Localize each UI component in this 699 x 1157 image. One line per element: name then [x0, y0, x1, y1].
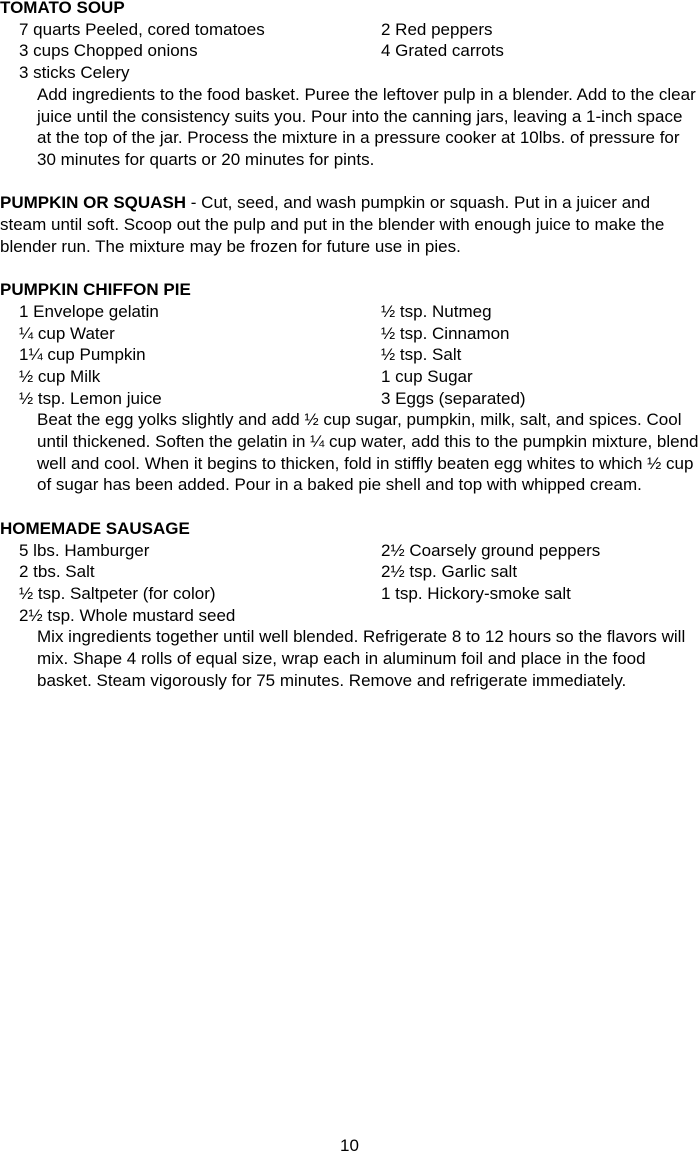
ingredient-row [0, 344, 699, 366]
ingredient: 2 Red peppers [381, 19, 493, 39]
ingredient: 3 sticks Celery [19, 63, 130, 83]
spacer [0, 496, 699, 518]
ingredient-row [0, 561, 699, 583]
recipe-homemade-sausage [0, 518, 699, 692]
ingredient: ½ tsp. Cinnamon [381, 323, 510, 343]
ingredient-row [0, 388, 699, 410]
recipe-directions: Beat the egg yolks slightly and add ½ cup sugar, pumpkin, milk, salt, and spices. Cool until thickened. Soften the gelatin in ¼ cup water, add this to the pumpkin mixture, blend well and cool. When it begins to thicken, fold in stiffly beaten egg whites to which ½ cup of sugar has been added. Pour in a baked pie shell and top with whipped cream. [37, 410, 699, 495]
ingredient-row [0, 301, 699, 323]
page-number: 10 [340, 1136, 359, 1155]
ingredient: 2½ tsp. Whole mustard seed [19, 605, 236, 625]
ingredient: 5 lbs. Hamburger [19, 540, 150, 560]
recipe-title: PUMPKIN CHIFFON PIE [0, 280, 191, 300]
ingredient: 1 tsp. Hickory-smoke salt [381, 583, 571, 603]
pumpkin-squash-paragraph [0, 192, 699, 257]
ingredient: ½ cup Milk [19, 366, 101, 386]
ingredient-row [0, 540, 699, 562]
ingredient [381, 62, 699, 84]
ingredient: 3 cups Chopped onions [19, 41, 198, 61]
ingredient-row [0, 40, 699, 62]
recipe-title: HOMEMADE SAUSAGE [0, 518, 190, 538]
recipe-directions: Mix ingredients together until well blended. Refrigerate 8 to 12 hours so the flavors will mix. Shape 4 rolls of equal size, wrap each in aluminum foil and place in the food basket. Steam vigorously for 75 minutes. Remove and refrigerate immediately. [37, 627, 686, 690]
ingredient: 1 cup Sugar [381, 366, 473, 386]
ingredient: 2½ tsp. Garlic salt [381, 562, 518, 582]
ingredient: 1 Envelope gelatin [19, 301, 159, 321]
ingredient: 7 quarts Peeled, cored tomatoes [19, 19, 265, 39]
ingredient-row [0, 583, 699, 605]
ingredient-row [0, 19, 699, 41]
ingredient: 2½ Coarsely ground peppers [381, 540, 601, 560]
ingredient-row [0, 366, 699, 388]
ingredient: 2 tbs. Salt [19, 562, 95, 582]
spacer [0, 257, 699, 279]
recipe-tomato-soup [0, 0, 699, 171]
recipe-title: TOMATO SOUP [0, 0, 125, 17]
recipe-pumpkin-chiffon-pie [0, 279, 699, 496]
paragraph-text: - Cut, seed, and wash pumpkin or squash. Put in a juicer and steam until soft. Scoop out the pulp and put in the blender with enough juice to make the blender run. The mixture may be frozen for future use in pies. [0, 193, 665, 256]
ingredient: 1¼ cup Pumpkin [19, 345, 146, 365]
ingredient-row [0, 605, 699, 627]
ingredient-row [0, 323, 699, 345]
spacer [0, 171, 699, 193]
ingredient: ½ tsp. Lemon juice [19, 388, 162, 408]
recipe-directions: Add ingredients to the food basket. Puree the leftover pulp in a blender. Add to the clear juice until the consistency suits you. Pour into the canning jars, leaving a 1-inch space at the top of the jar. Process the mixture in a pressure cooker at 10lbs. of pressure for 30 minutes for quarts or 20 minutes for pints. [37, 84, 696, 169]
paragraph-heading: PUMPKIN OR SQUASH [0, 193, 187, 213]
ingredient [381, 605, 699, 627]
ingredient: ½ tsp. Salt [381, 345, 462, 365]
ingredient: 3 Eggs (separated) [381, 388, 526, 408]
ingredient: 4 Grated carrots [381, 41, 504, 61]
ingredient-row [0, 62, 699, 84]
ingredient: ½ tsp. Nutmeg [381, 301, 492, 321]
ingredient: ½ tsp. Saltpeter (for color) [19, 583, 216, 603]
ingredient: ¼ cup Water [19, 323, 115, 343]
